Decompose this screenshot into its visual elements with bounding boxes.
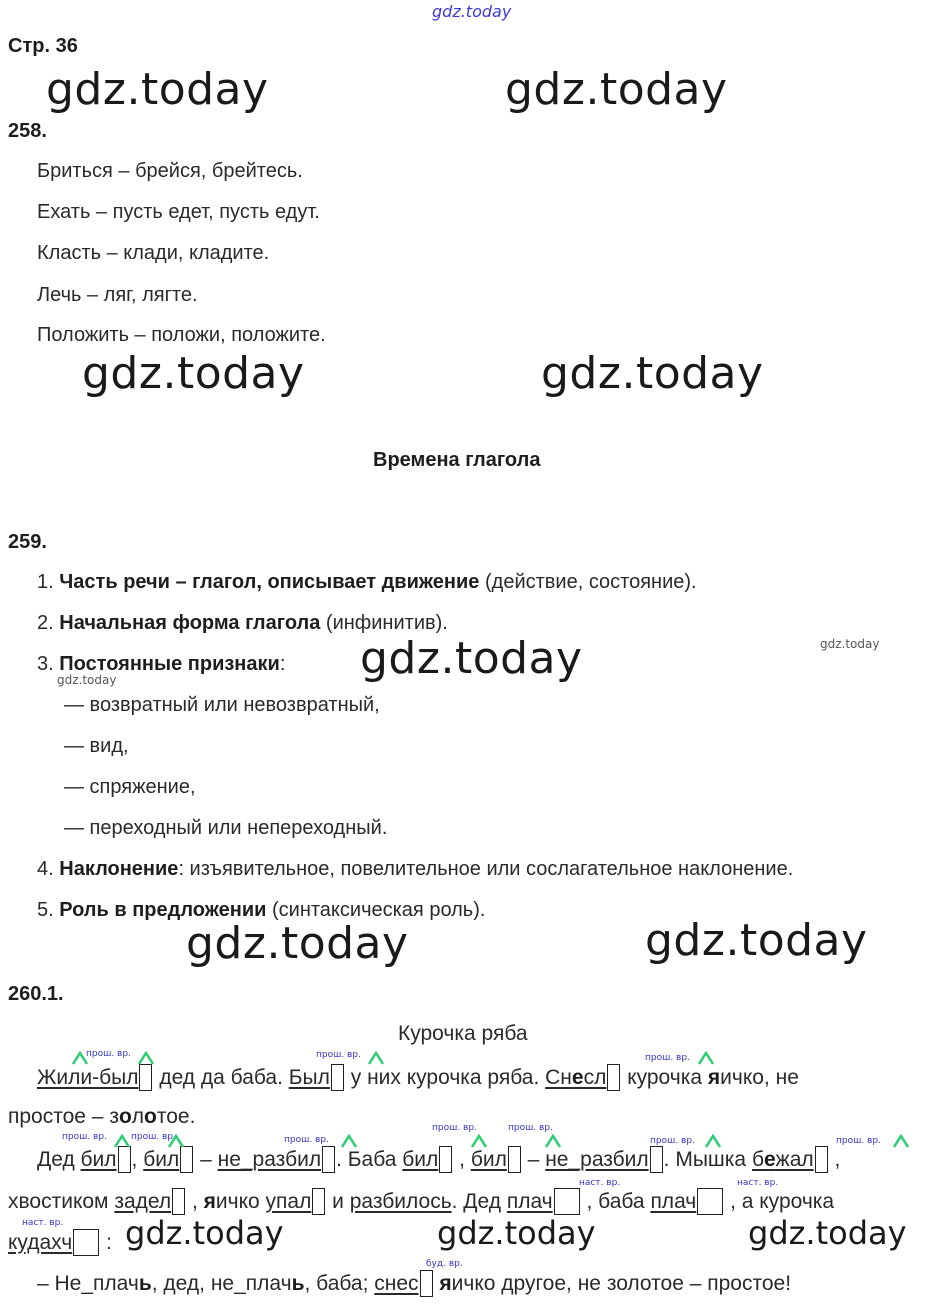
- ending-box: [322, 1146, 335, 1173]
- stem-caret-icon: [113, 1134, 131, 1148]
- ex259-subitem: — возвратный или невозвратный,: [64, 694, 380, 716]
- text: курочка: [621, 1066, 708, 1089]
- page-reference: Стр. 36: [8, 35, 78, 57]
- story-title: Курочка ряба: [398, 1022, 528, 1045]
- stem-caret-icon: [71, 1051, 89, 1065]
- item-bold: Часть речи – глагол, описывает движение: [59, 571, 480, 593]
- verb-snesu: снес: [374, 1272, 419, 1295]
- verb-bezhala: бежал: [751, 1148, 814, 1171]
- watermark: gdz.today: [360, 633, 583, 684]
- ex259-subitem: — переходный или непереходный.: [64, 817, 388, 839]
- stem-caret-icon: [167, 1134, 185, 1148]
- story-line-6: – Не_плачь, дед, не_плачь, баба; снес яичко другое, не золотое – простое!: [37, 1272, 792, 1295]
- verb-bil: бил: [80, 1148, 117, 1171]
- verb-zadela: задел: [114, 1190, 172, 1213]
- ending-box: [312, 1188, 325, 1215]
- tense-tag: прош. вр.: [131, 1132, 176, 1142]
- ex258-line: Класть – клади, кладите.: [37, 242, 270, 264]
- ending-box: [607, 1064, 620, 1091]
- item-bold: Роль в предложении: [59, 899, 267, 921]
- watermark-small: gdz.today: [57, 673, 117, 687]
- watermark: gdz.today: [186, 918, 409, 969]
- watermark: gdz.today: [437, 1214, 596, 1252]
- stem-caret-icon: [892, 1134, 910, 1148]
- tense-tag: прош. вр.: [836, 1136, 881, 1146]
- watermark: gdz.today: [46, 64, 269, 115]
- ex259-subitem: — вид,: [64, 735, 129, 757]
- stem-caret-icon: [340, 1134, 358, 1148]
- item-rest: : изъявительное, повелительное или сослагательное наклонение.: [178, 858, 794, 880]
- verb-bil: бил: [143, 1148, 180, 1171]
- ending-box: [180, 1146, 193, 1173]
- tense-tag: прош. вр.: [432, 1123, 477, 1133]
- verb-plachet: плач: [650, 1190, 697, 1213]
- verb-zhili: Жили-был: [37, 1066, 139, 1089]
- exercise-number-258: 258.: [8, 120, 47, 142]
- story-line-1: [37, 1064, 799, 1091]
- ending-box: [420, 1270, 433, 1297]
- tense-tag: прош. вр.: [508, 1123, 553, 1133]
- item-bold: Начальная форма глагола: [59, 612, 321, 634]
- story-line-5: кудахч :: [8, 1231, 112, 1254]
- text: дед да баба.: [153, 1066, 289, 1089]
- ending-box: [73, 1229, 99, 1256]
- stem-caret-icon: [367, 1051, 385, 1065]
- exercise-number-259: 259.: [8, 531, 47, 553]
- verb-byla: Был: [288, 1066, 330, 1089]
- verb-upalo: упал: [265, 1190, 312, 1213]
- verb-razbilos: разбилось: [349, 1190, 452, 1213]
- watermark: gdz.today: [125, 1214, 284, 1252]
- stem-caret-icon: [544, 1134, 562, 1148]
- tense-tag: буд. вр.: [426, 1259, 463, 1269]
- story-line-2: простое – золотое.: [8, 1105, 196, 1128]
- tense-tag: прош. вр.: [645, 1053, 690, 1063]
- verb-ne-razbila: не_разбил: [545, 1148, 649, 1171]
- verb-kudahchet: кудахч: [8, 1231, 73, 1254]
- watermark-top: gdz.today: [432, 2, 512, 21]
- verb-bila: бил: [470, 1148, 507, 1171]
- ending-box: [118, 1146, 131, 1173]
- watermark: gdz.today: [645, 915, 868, 966]
- ending-box: [697, 1188, 723, 1215]
- ex259-item: [37, 612, 448, 635]
- exercise-number-260-1: 260.1.: [8, 983, 64, 1005]
- ex259-item: [37, 858, 793, 881]
- stem-caret-icon: [697, 1051, 715, 1065]
- verb-bila: бил: [402, 1148, 439, 1171]
- item-bold: Наклонение: [59, 858, 179, 880]
- watermark: gdz.today: [748, 1214, 907, 1252]
- ending-box: [508, 1146, 521, 1173]
- watermark: gdz.today: [541, 348, 764, 399]
- item-number: 5.: [37, 899, 54, 921]
- tense-tag: прош. вр.: [86, 1049, 131, 1059]
- item-rest: :: [279, 653, 286, 675]
- ex259-item: [37, 571, 697, 594]
- tense-tag: прош. вр.: [316, 1050, 361, 1060]
- tense-tag: наст. вр.: [579, 1178, 621, 1188]
- ending-box: [172, 1188, 185, 1215]
- ex258-line: Лечь – ляг, лягте.: [37, 284, 198, 306]
- ex258-line: Бриться – брейся, брейтесь.: [37, 160, 303, 182]
- item-number: 4.: [37, 858, 54, 880]
- ending-box: [650, 1146, 663, 1173]
- tense-tag: наст. вр.: [737, 1178, 779, 1188]
- ending-box: [439, 1146, 452, 1173]
- ending-box: [815, 1146, 828, 1173]
- ex259-subitem: — спряжение,: [64, 776, 196, 798]
- stem-caret-icon: [137, 1051, 155, 1065]
- story-line-3: Дед бил , бил – не_разбил . Баба бил , бил – не_разбил . Мышка бежал ,: [37, 1148, 841, 1171]
- stress-letter: я: [707, 1066, 721, 1089]
- verb-ne-razbil: не_разбил: [217, 1148, 322, 1171]
- watermark: gdz.today: [505, 64, 728, 115]
- ending-box: [139, 1064, 152, 1091]
- ending-box: [554, 1188, 580, 1215]
- item-rest: (синтаксическая роль).: [266, 899, 486, 921]
- item-bold: Постоянные признаки: [59, 653, 280, 675]
- text: ичко, не: [720, 1066, 799, 1089]
- ex258-line: Ехать – пусть едет, пусть едут.: [37, 201, 320, 223]
- item-number: 2.: [37, 612, 54, 634]
- ex258-line: Положить – положи, положите.: [37, 324, 326, 346]
- stem-caret-icon: [704, 1134, 722, 1148]
- item-number: 1.: [37, 571, 54, 593]
- tense-tag: наст. вр.: [22, 1218, 64, 1228]
- text: у них курочка ряба.: [344, 1066, 546, 1089]
- watermark-small: gdz.today: [820, 637, 880, 651]
- section-title: Времена глагола: [373, 449, 541, 471]
- tense-tag: прош. вр.: [62, 1132, 107, 1142]
- item-rest: (действие, состояние).: [479, 571, 697, 593]
- tense-tag: прош. вр.: [284, 1135, 329, 1145]
- watermark: gdz.today: [82, 348, 305, 399]
- item-rest: (инфинитив).: [320, 612, 448, 634]
- verb-plachet: плач: [506, 1190, 553, 1213]
- story-line-4: хвостиком задел , яичко упал и разбилось. Дед плач , баба плач , а курочка: [8, 1190, 835, 1213]
- tense-tag: прош. вр.: [650, 1136, 695, 1146]
- verb-snesla: Снесл: [545, 1066, 607, 1089]
- stem-caret-icon: [470, 1134, 488, 1148]
- item-number: 3.: [37, 653, 54, 675]
- ending-box: [331, 1064, 344, 1091]
